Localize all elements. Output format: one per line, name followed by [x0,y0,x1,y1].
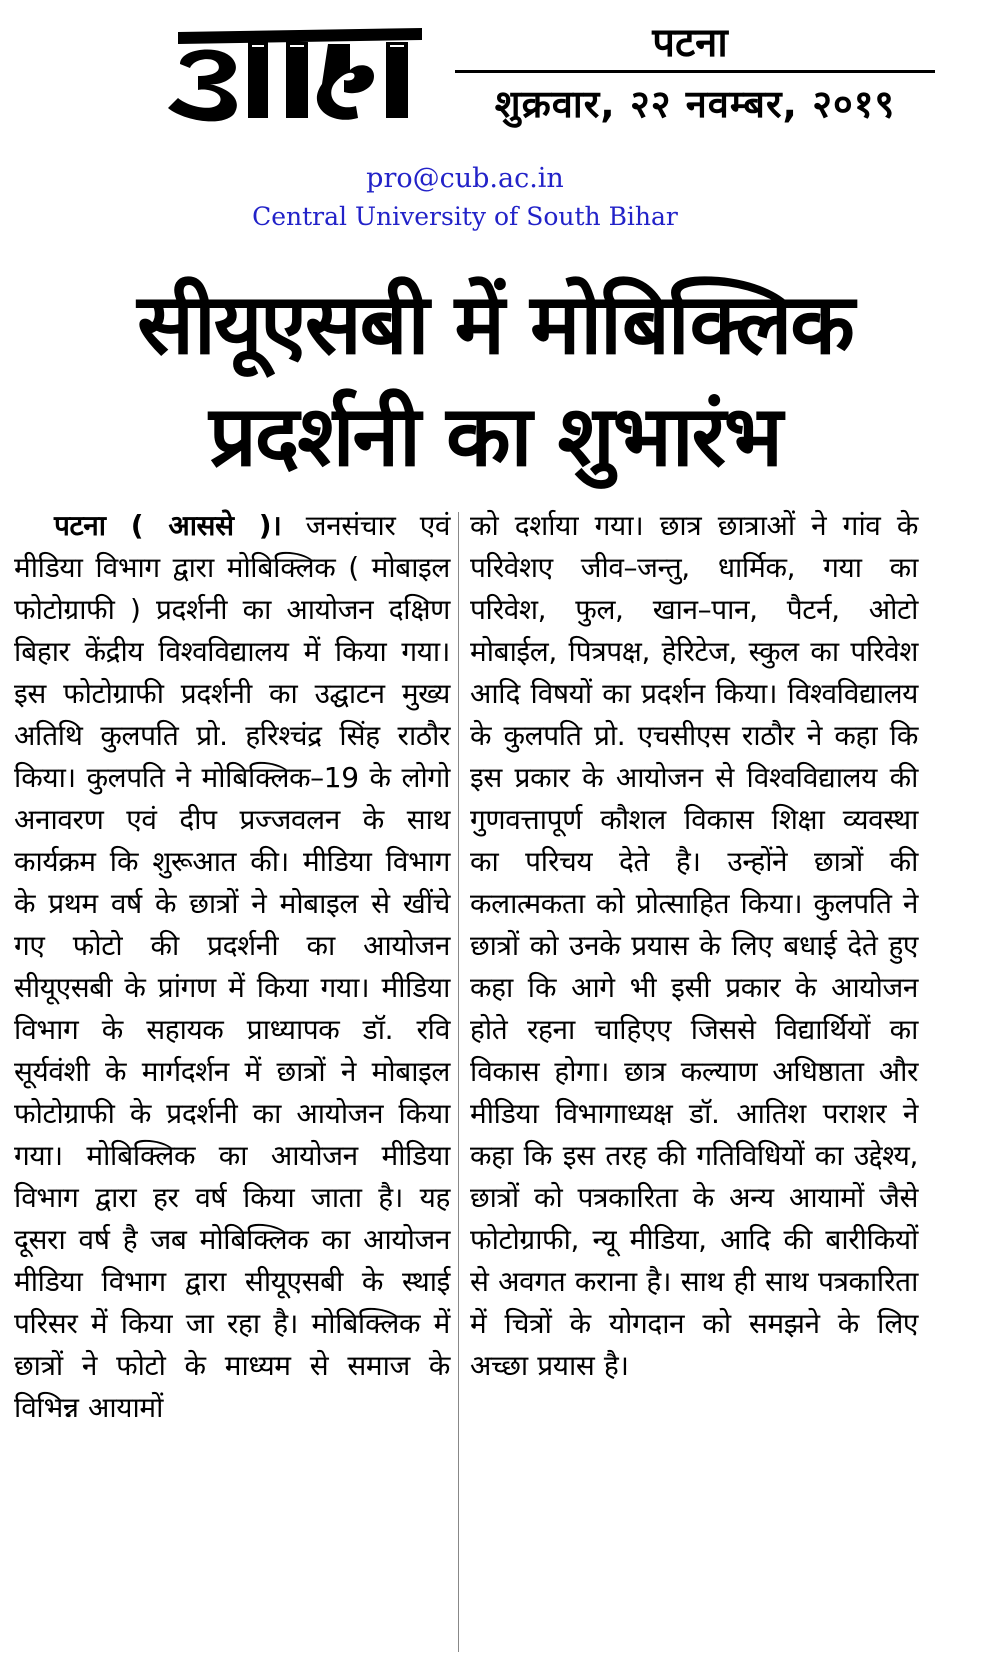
edition-date: शुक्रवार, २२ नवम्बर, २०१९ [494,82,896,126]
newspaper-logo [160,14,430,124]
article-column-right [470,505,918,1387]
column-divider [458,512,459,1652]
article-column-left-text: जनसंचार एवं मीडिया विभाग द्वारा मोबिक्लिक ( मोबाइल फोटोग्राफी ) प्रदर्शनी का आयोजन दक्षिण बिहार केंद्रीय विश्वविद्यालय में किया गया। इस फोटोग्राफी प्रदर्शनी का उद्घाटन मुख्य अतिथि कुलपति प्रो. हरिश्चंद्र सिंह राठौर किया। कुलपति ने मोबिक्लिक–19 के लोगो अनावरण एवं दीप प्रज्जवलन के साथ कार्यक्रम कि शुरूआत की। मीडिया विभाग के प्रथम वर्ष के छात्रों ने मोबाइल से खींचे गए फोटो की प्रदर्शनी का आयोजन सीयूएसबी के प्रांगण में किया गया। मीडिया विभाग के सहायक प्राध्यापक डॉ. रवि सूर्यवंशी के मार्गदर्शन में छात्रों ने मोबाइल फोटोग्राफी के प्रदर्शनी का आयोजन किया गया। मोबिक्लिक का आयोजन मीडिया विभाग द्वारा हर वर्ष किया जाता है। यह दूसरा वर्ष है जब मोबिक्लिक का आयोजन मीडिया विभाग द्वारा सीयूएसबी के स्थाई परिसर में किया जा रहा है। मोबिक्लिक में छात्रों ने फोटो के माध्यम से समाज के विभिन्न आयामों [14,509,450,1424]
article-column-left [14,505,450,1429]
article-column-right-text: को दर्शाया गया। छात्र छात्राओं ने गांव के परिवेशए जीव–जन्तु, धार्मिक, गया का परिवेश, फुल, खान–पान, पैटर्न, ओटो मोबाईल, पित्रपक्ष, हेरिटेज, स्कुल का परिवेश आदि विषयों का प्रदर्शन किया। विश्वविद्यालय के कुलपति प्रो. एचसीएस राठौर ने कहा कि इस प्रकार के आयोजन से विश्वविद्यालय की गुणवत्तापूर्ण कौशल विकास शिक्षा व्यवस्था का परिचय देते है। उन्होंने छात्रों की कलात्मकता को प्रोत्साहित किया। कुलपति ने छात्रों को उनके प्रयास के लिए बधाई देते हुए कहा कि आगे भी इसी प्रकार के आयोजन होते रहना चाहिएए जिससे विद्यार्थियों का विकास होगा। छात्र कल्याण अधिष्ठाता और मीडिया विभागाध्यक्ष डॉ. आतिश पराशर ने कहा कि इस तरह की गतिविधियों का उद्देश्य, छात्रों को पत्रकारिता के अन्य आयामों जैसे फोटोग्राफी, न्यू मीडिया, आदि की बारीकियों से अवगत कराना है। साथ ही साथ पत्रकारिता में चित्रों के योगदान को समझने के लिए अच्छा प्रयास है। [470,509,918,1382]
masthead-divider [455,70,935,73]
article-headline [20,268,970,492]
article-dateline: पटना ( आससे )। [54,509,282,542]
edition-city: पटना [652,20,728,66]
source-stamp [230,160,700,236]
headline-line-2: प्रदर्शनी का शुभारंभ [209,387,781,485]
stamp-email: pro@cub.ac.in [366,163,564,194]
stamp-organization: Central University of South Bihar [252,202,678,231]
headline-line-1: सीयूएसबी में मोबिक्लिक [137,275,853,373]
